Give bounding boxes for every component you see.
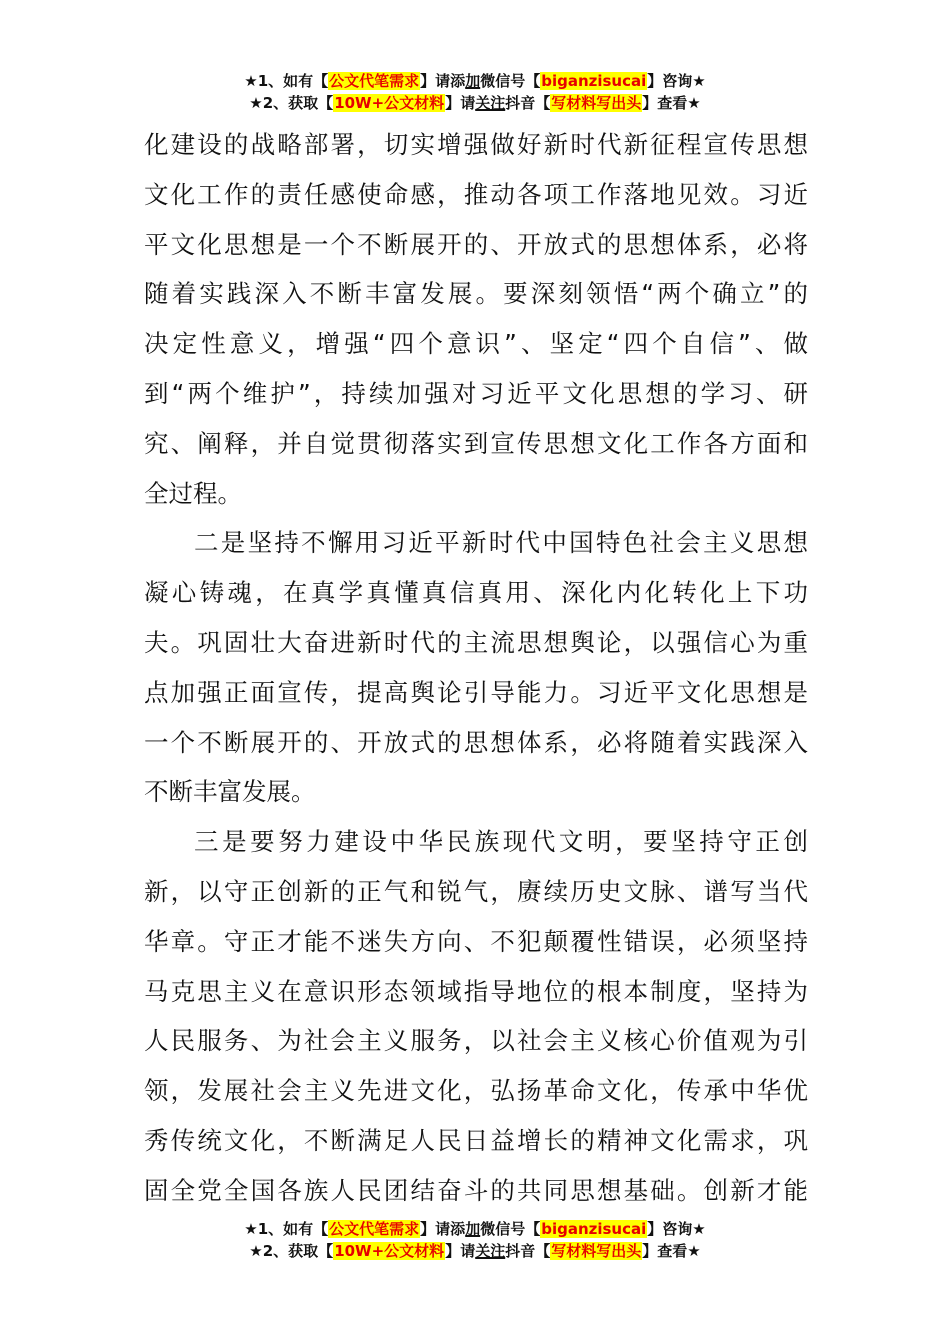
underlined-text: 关注 <box>475 1242 506 1260</box>
banner-text: 】请 <box>445 1242 476 1260</box>
text-line: 二是坚持不懈用习近平新时代中国特色社会主义思想 <box>194 528 808 558</box>
banner-text: 】查看★ <box>642 1242 701 1260</box>
banner-text: 】请添 <box>420 1220 466 1238</box>
text-line: 随着实践深入不断丰富发展。要深刻领悟“两个确立”的 <box>144 279 808 309</box>
banner-text: 微信号【 <box>480 72 541 90</box>
text-line: 决定性意义，增强“四个意识”、坚定“四个自信”、做 <box>144 329 808 359</box>
text-line: 文化工作的责任感使命感，推动各项工作落地见效。习近 <box>144 179 808 209</box>
underlined-text: 关注 <box>475 94 506 112</box>
banner-line-1 <box>0 1218 950 1240</box>
underlined-text: 加 <box>465 72 481 90</box>
text-line: 夫。巩固壮大奋进新时代的主流思想舆论，以强信心为重 <box>144 627 808 657</box>
text-line: 平文化思想是一个不断展开的、开放式的思想体系，必将 <box>144 229 808 259</box>
text-line: 新，以守正创新的正气和锐气，赓续历史文脉、谱写当代 <box>144 876 808 906</box>
text-line: 点加强正面宣传，提高舆论引导能力。习近平文化思想是 <box>144 677 808 707</box>
text-line: 秀传统文化，不断满足人民日益增长的精神文化需求，巩 <box>144 1125 808 1155</box>
text-line: 化建设的战略部署，切实增强做好新时代新征程宣传思想 <box>144 130 808 159</box>
paragraph-2 <box>144 518 808 817</box>
banner-text: 抖音【 <box>505 1242 551 1260</box>
highlight-text: 公文代笔需求 <box>329 72 420 90</box>
banner-text: 】请 <box>445 94 476 112</box>
text-line: 到“两个维护”，持续加强对习近平文化思想的学习、研 <box>144 378 808 408</box>
text-line: 人民服务、为社会主义服务，以社会主义核心价值观为引 <box>144 1026 808 1056</box>
text-line: 领，发展社会主义先进文化，弘扬革命文化，传承中华优 <box>144 1076 808 1106</box>
banner-text: 】咨询★ <box>647 72 706 90</box>
text-line: 马克思主义在意识形态领域指导地位的根本制度，坚持为 <box>144 976 808 1006</box>
banner-text: 】请添 <box>420 72 466 90</box>
banner-text: 微信号【 <box>480 1220 541 1238</box>
footer-banner <box>0 1218 950 1262</box>
text-line: 华章。守正才能不迷失方向、不犯颠覆性错误，必须坚持 <box>144 926 808 956</box>
paragraph-3 <box>144 817 808 1215</box>
text-line: 固全党全国各族人民团结奋斗的共同思想基础。创新才能 <box>144 1175 808 1205</box>
banner-line-1 <box>0 70 950 92</box>
banner-text: ★2、获取【 <box>249 1242 334 1260</box>
highlight-text: 写材料写出头 <box>551 94 642 112</box>
banner-text: 】查看★ <box>642 94 701 112</box>
highlight-text: 公文代笔需求 <box>329 1220 420 1238</box>
document-body <box>144 120 808 1216</box>
highlight-text: 10W+公文材料 <box>334 1242 445 1260</box>
text-line: 全过程。 <box>144 478 242 508</box>
highlight-text: biganzisucai <box>541 1220 647 1238</box>
text-line: 究、阐释，并自觉贯彻落实到宣传思想文化工作各方面和 <box>144 428 808 458</box>
text-line: 三是要努力建设中华民族现代文明，要坚持守正创 <box>194 827 808 857</box>
highlight-text: biganzisucai <box>541 72 647 90</box>
banner-line-2 <box>0 92 950 114</box>
highlight-text: 10W+公文材料 <box>334 94 445 112</box>
underlined-text: 加 <box>465 1220 481 1238</box>
banner-text: 抖音【 <box>505 94 551 112</box>
banner-text: ★1、如有【 <box>244 72 329 90</box>
banner-text: ★1、如有【 <box>244 1220 329 1238</box>
header-banner <box>0 70 950 114</box>
text-line: 一个不断展开的、开放式的思想体系，必将随着实践深入 <box>144 727 808 757</box>
banner-line-2 <box>0 1240 950 1262</box>
highlight-text: 写材料写出头 <box>551 1242 642 1260</box>
banner-text: ★2、获取【 <box>249 94 334 112</box>
banner-text: 】咨询★ <box>647 1220 706 1238</box>
text-line: 凝心铸魂，在真学真懂真信真用、深化内化转化上下功 <box>144 578 808 608</box>
text-line: 不断丰富发展。 <box>144 777 316 807</box>
paragraph-1 <box>144 120 808 518</box>
